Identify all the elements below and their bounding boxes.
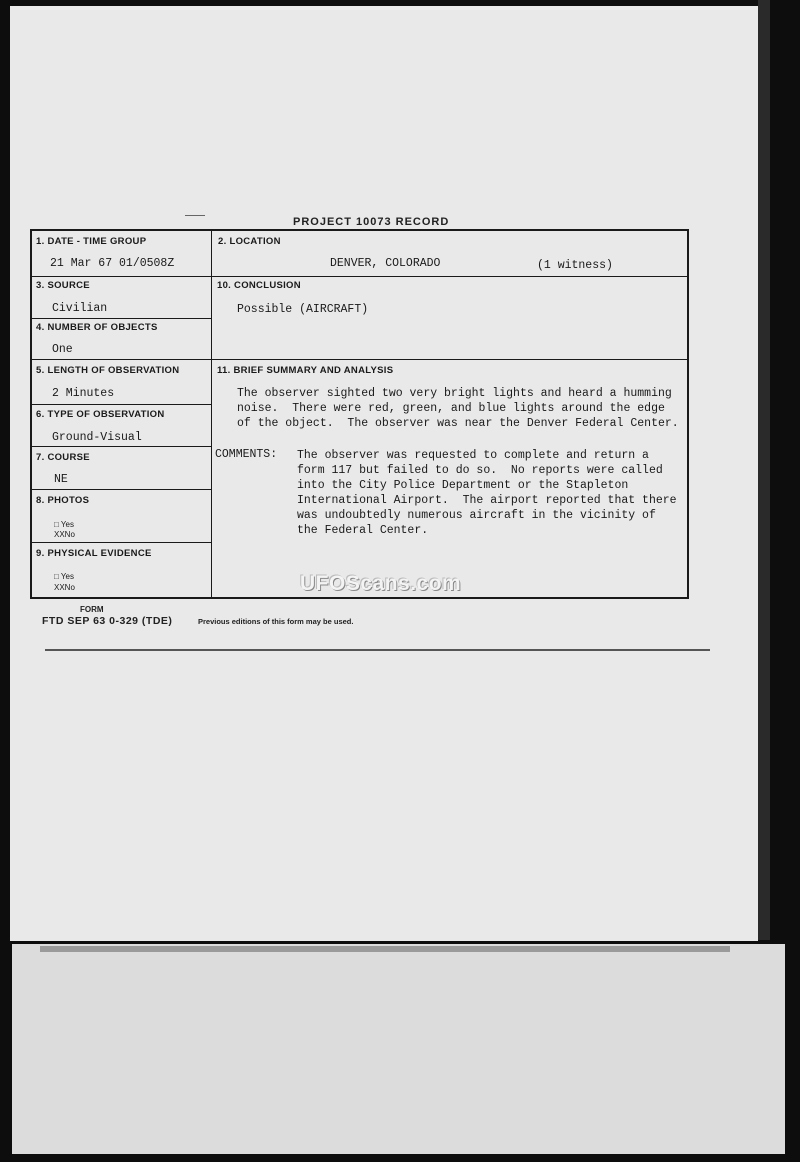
summary-label: 11. BRIEF SUMMARY AND ANALYSIS: [217, 365, 394, 376]
location-label: 2. LOCATION: [218, 236, 281, 247]
length-of-observation-value: 2 Minutes: [52, 387, 115, 400]
conclusion-value: Possible (AIRCRAFT): [237, 303, 369, 316]
physical-evidence-label: 9. PHYSICAL EVIDENCE: [36, 548, 152, 559]
date-time-group-value: 21 Mar 67 01/0508Z: [50, 257, 175, 270]
footer-form-id: FTD SEP 63 0-329 (TDE): [42, 615, 173, 627]
number-of-objects-value: One: [52, 343, 73, 356]
number-of-objects-label: 4. NUMBER OF OBJECTS: [36, 322, 158, 333]
course-label: 7. COURSE: [36, 452, 90, 463]
conclusion-label: 10. CONCLUSION: [217, 280, 301, 291]
source-value: Civilian: [52, 302, 108, 315]
source-label: 3. SOURCE: [36, 280, 90, 291]
witness-note: (1 witness): [537, 259, 613, 272]
photos-yes-option: □ Yes: [54, 520, 74, 529]
row-divider: [31, 359, 688, 360]
physical-evidence-no-option: XXNo: [54, 583, 75, 592]
row-divider: [31, 318, 212, 319]
footer-form-word: FORM: [80, 605, 104, 614]
comments-label: COMMENTS:: [215, 448, 278, 461]
course-value: NE: [54, 473, 68, 486]
page-bottom-edge: [40, 946, 730, 952]
row-divider: [31, 276, 688, 277]
physical-evidence-yes-option: □ Yes: [54, 572, 74, 581]
form-title: PROJECT 10073 RECORD: [293, 216, 450, 228]
top-dash: [185, 215, 205, 216]
photos-label: 8. PHOTOS: [36, 495, 90, 506]
row-divider: [31, 542, 212, 543]
page-edge-shadow: [758, 0, 770, 940]
summary-text: The observer sighted two very bright lights and heard a humming noise. There were red, green, and blue lights around the edge of the object. The observer was near the Denver Federal Center.: [237, 387, 679, 430]
location-value: DENVER, COLORADO: [330, 257, 441, 270]
watermark: UFOScans.com: [300, 572, 462, 595]
row-divider: [31, 446, 212, 447]
comments-text: The observer was requested to complete and return a form 117 but failed to do so. No reports were called into the City Police Department or the Stapleton International Airport. The airport reported that there was undoubtedly numerous aircraft in the vicinity of the Federal Center.: [297, 449, 677, 537]
underlying-page: [12, 944, 785, 1154]
date-time-group-label: 1. DATE - TIME GROUP: [36, 236, 147, 247]
type-of-observation-value: Ground-Visual: [52, 431, 142, 444]
length-of-observation-label: 5. LENGTH OF OBSERVATION: [36, 365, 180, 376]
photos-no-option: XXNo: [54, 530, 75, 539]
row-divider: [31, 489, 212, 490]
type-of-observation-label: 6. TYPE OF OBSERVATION: [36, 409, 165, 420]
bottom-rule: [45, 649, 710, 651]
row-divider: [31, 404, 212, 405]
footer-note: Previous editions of this form may be used.: [198, 617, 354, 626]
